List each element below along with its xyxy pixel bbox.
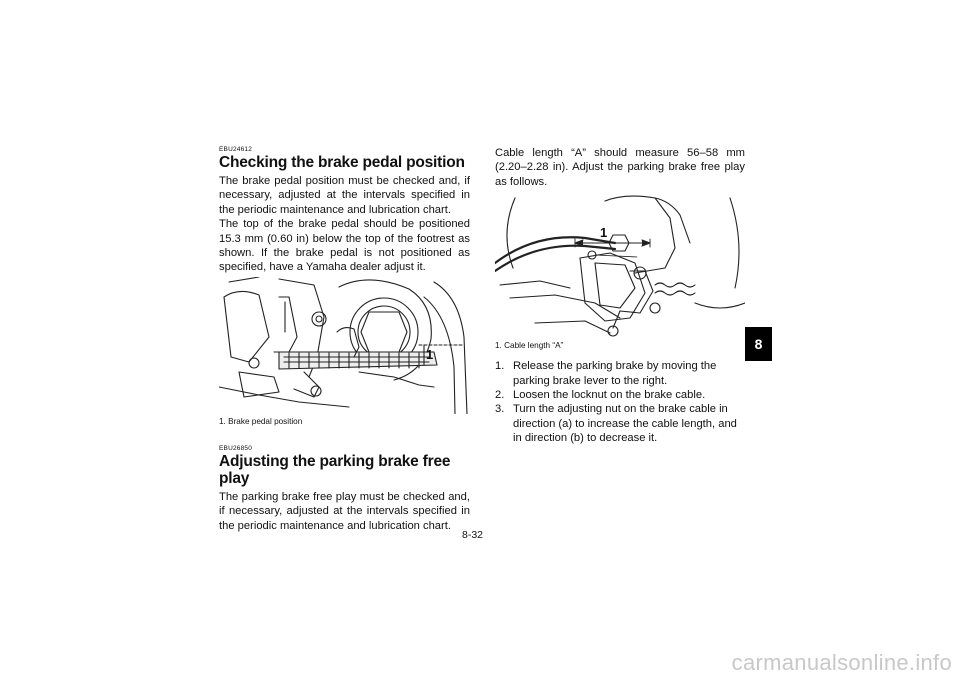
figure-caption: 1. Cable length “A”: [495, 341, 564, 351]
section-heading-parking-brake: Adjusting the parking brake free play: [219, 452, 451, 487]
right-column: [495, 146, 745, 446]
list-item: 3. Turn the adjusting nut on the brake cable in direction (a) to increase the cable length, and in direction (b) to decrease it.: [495, 403, 737, 445]
figure-callout-number: 1: [426, 346, 434, 362]
list-item: 2. Loosen the locknut on the brake cable.: [495, 389, 706, 402]
section-code: EBU24612: [219, 146, 253, 153]
watermark-footer: carmanualsonline.info: [731, 650, 952, 675]
brake-pedal-illustration: [219, 277, 470, 414]
list-item: 1. Release the parking brake by moving the parking brake lever to the right.: [495, 360, 717, 387]
paragraph: The parking brake free play must be checked and, if necessary, adjusted at the intervals specified in the periodic maintenance and lubrication chart.: [219, 490, 470, 532]
paragraph: The brake pedal position must be checked and, if necessary, adjusted at the intervals specified in the periodic maintenance and lubrication chart.: [219, 175, 470, 216]
figure-caption: 1. Brake pedal position: [219, 416, 303, 426]
paragraph: Cable length “A” should measure 56–58 mm (2.20–2.28 in). Adjust the parking brake free play as follows.: [495, 147, 745, 188]
left-column: [219, 146, 470, 533]
section-heading-brake-pedal: Checking the brake pedal position: [219, 154, 465, 171]
figure-callout-number: 1: [600, 225, 608, 241]
section-code: EBU26850: [219, 444, 253, 452]
page-number: 8-32: [462, 529, 484, 541]
chapter-tab: 8: [745, 327, 772, 361]
parking-brake-cable-illustration: [495, 193, 745, 338]
adjustment-steps-list: [495, 359, 745, 445]
paragraph: The top of the brake pedal should be positioned 15.3 mm (0.60 in) below the top of the footrest as shown. If the brake pedal is not positioned as specified, have a Yamaha dealer adjust it.: [219, 218, 470, 274]
